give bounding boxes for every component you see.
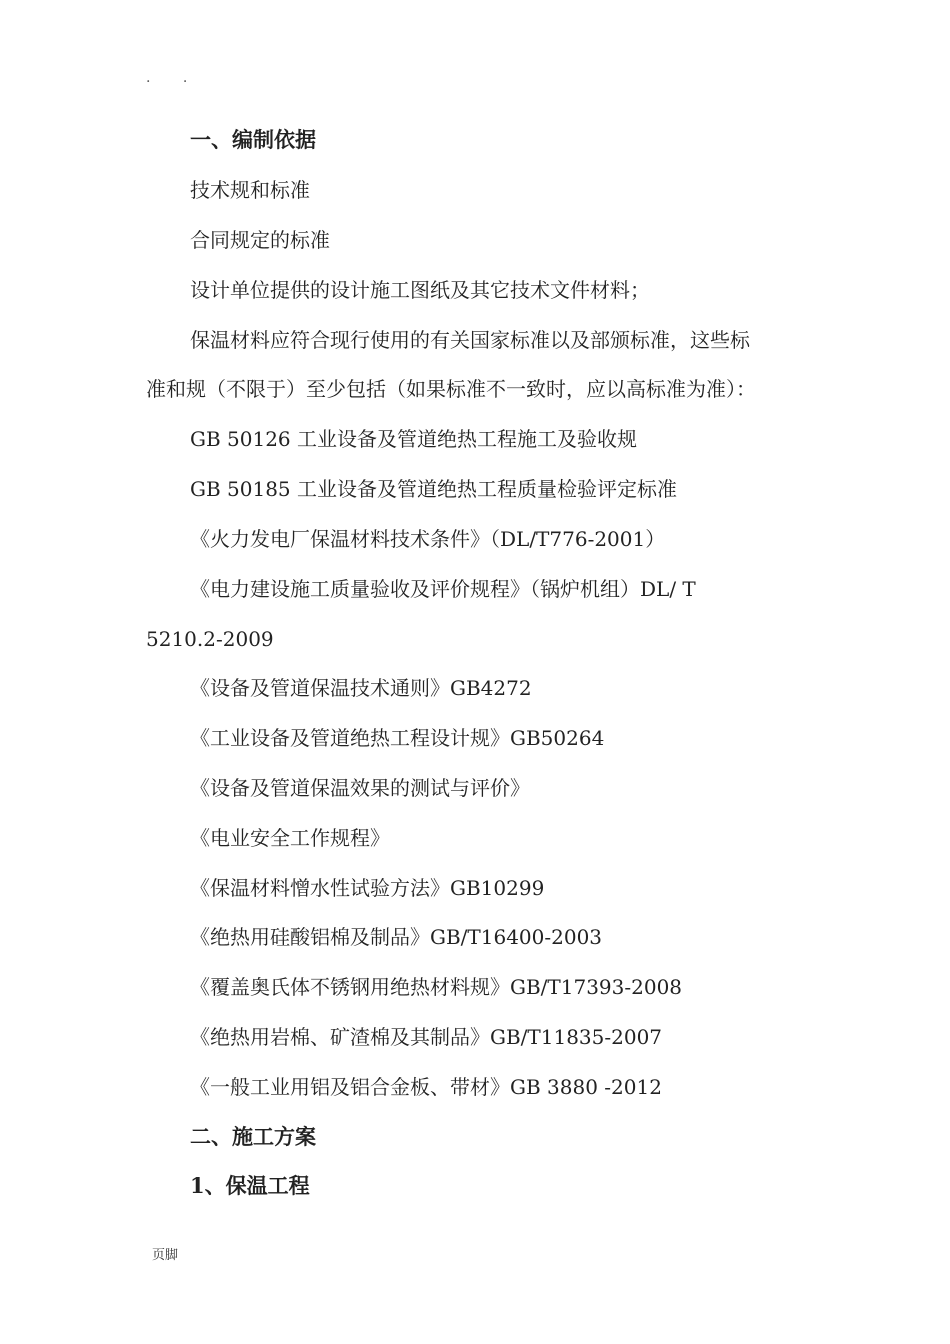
standard-item: GB 50126 工业设备及管道绝热工程施工及验收规 xyxy=(190,427,638,451)
standard-item: 《覆盖奥氏体不锈钢用绝热材料规》GB/T17393-2008 xyxy=(190,975,683,999)
section-heading-plan: 二、施工方案 xyxy=(190,1124,316,1149)
header-marker: . . xyxy=(146,70,202,86)
standard-item: 《绝热用岩棉、矿渣棉及其制品》GB/T11835-2007 xyxy=(190,1025,663,1049)
page-footer: 页脚 xyxy=(152,1248,179,1263)
section-heading-basis: 一、编制依据 xyxy=(190,127,316,152)
standard-item: GB 50185 工业设备及管道绝热工程质量检验评定标准 xyxy=(190,477,678,501)
paragraph-materials-line2: 准和规（不限于）至少包括（如果标准不一致时，应以高标准为准）： xyxy=(146,377,756,401)
subsection-heading-insulation: 1、保温工程 xyxy=(190,1173,310,1198)
paragraph-materials-line1: 保温材料应符合现行使用的有关国家标准以及部颁标准，这些标 xyxy=(190,328,750,352)
standard-item: 《设备及管道保温效果的测试与评价》 xyxy=(190,776,530,800)
paragraph-contract: 合同规定的标准 xyxy=(190,228,330,252)
standard-item: 《一般工业用铝及铝合金板、带材》GB 3880 -2012 xyxy=(190,1075,662,1099)
standard-item: 《电力建设施工质量验收及评价规程》（锅炉机组）DL/ T xyxy=(190,577,696,601)
standard-item: 《电业安全工作规程》 xyxy=(190,826,390,850)
paragraph-standards: 技术规和标准 xyxy=(190,178,310,202)
standard-item: 《保温材料憎水性试验方法》GB10299 xyxy=(190,876,545,900)
paragraph-design-docs: 设计单位提供的设计施工图纸及其它技术文件材料； xyxy=(190,278,650,302)
standard-item-continued: 5210.2-2009 xyxy=(146,627,274,651)
standard-item: 《设备及管道保温技术通则》GB4272 xyxy=(190,676,532,700)
standard-item: 《绝热用硅酸铝棉及制品》GB/T16400-2003 xyxy=(190,925,603,949)
standard-item: 《工业设备及管道绝热工程设计规》GB50264 xyxy=(190,726,605,750)
standard-item: 《火力发电厂保温材料技术条件》（DL/T776-2001） xyxy=(190,527,666,551)
